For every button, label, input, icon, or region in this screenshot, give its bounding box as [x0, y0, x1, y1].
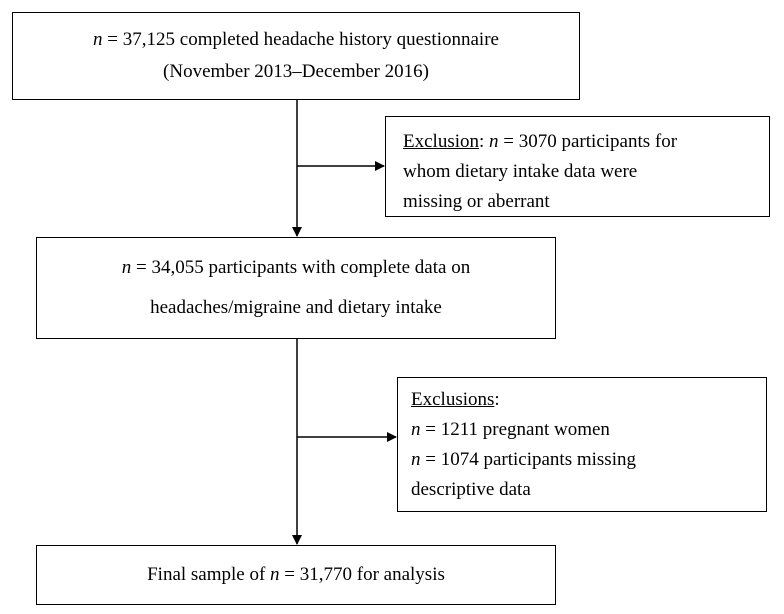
n-symbol: n: [270, 564, 280, 585]
final-prefix-text: Final sample of: [147, 564, 271, 585]
middle-box: [36, 237, 556, 339]
exclusion2-colon: :: [494, 389, 500, 410]
exclusion2-item-2: [411, 445, 752, 475]
exclusion2-item-1: [411, 415, 752, 445]
start-line-2: (November 2013–December 2016): [163, 61, 429, 82]
final-count-text: = 31,770 for analysis: [279, 564, 445, 585]
final-line: [147, 559, 445, 591]
exclusion2-heading: Exclusions: [411, 389, 495, 410]
n-symbol: n: [489, 131, 499, 152]
start-box: [12, 12, 580, 100]
exclusion2-item-2-cont: descriptive data: [411, 479, 531, 500]
middle-line-2: headaches/migraine and dietary intake: [150, 297, 442, 318]
exclusion1-colon: :: [479, 131, 490, 152]
start-line-1: [93, 24, 499, 56]
exclusion2-line-1: [411, 385, 752, 415]
n-symbol: n: [121, 257, 132, 278]
exclusion1-line-3: missing or aberrant: [403, 191, 550, 212]
exclusion1-line-2: whom dietary intake data were: [403, 161, 638, 182]
middle-line-1: [122, 248, 470, 288]
n-symbol: n: [411, 449, 421, 470]
start-count-text: = 37,125 completed headache history questionnaire: [102, 29, 499, 50]
exclusion2-item2-text: = 1074 participants missing: [420, 449, 636, 470]
n-symbol: n: [411, 419, 421, 440]
exclusion1-line-1: [403, 127, 755, 157]
exclusion1-heading: Exclusion: [403, 131, 479, 152]
exclusion1-box: [385, 116, 770, 217]
n-symbol: n: [93, 29, 103, 50]
exclusion2-box: [397, 377, 767, 512]
final-box: [36, 545, 556, 605]
middle-count-text: = 34,055 participants with complete data on: [131, 257, 471, 278]
exclusion1-count-text: = 3070 participants for: [498, 131, 678, 152]
exclusion2-item1-text: = 1211 pregnant women: [420, 419, 610, 440]
